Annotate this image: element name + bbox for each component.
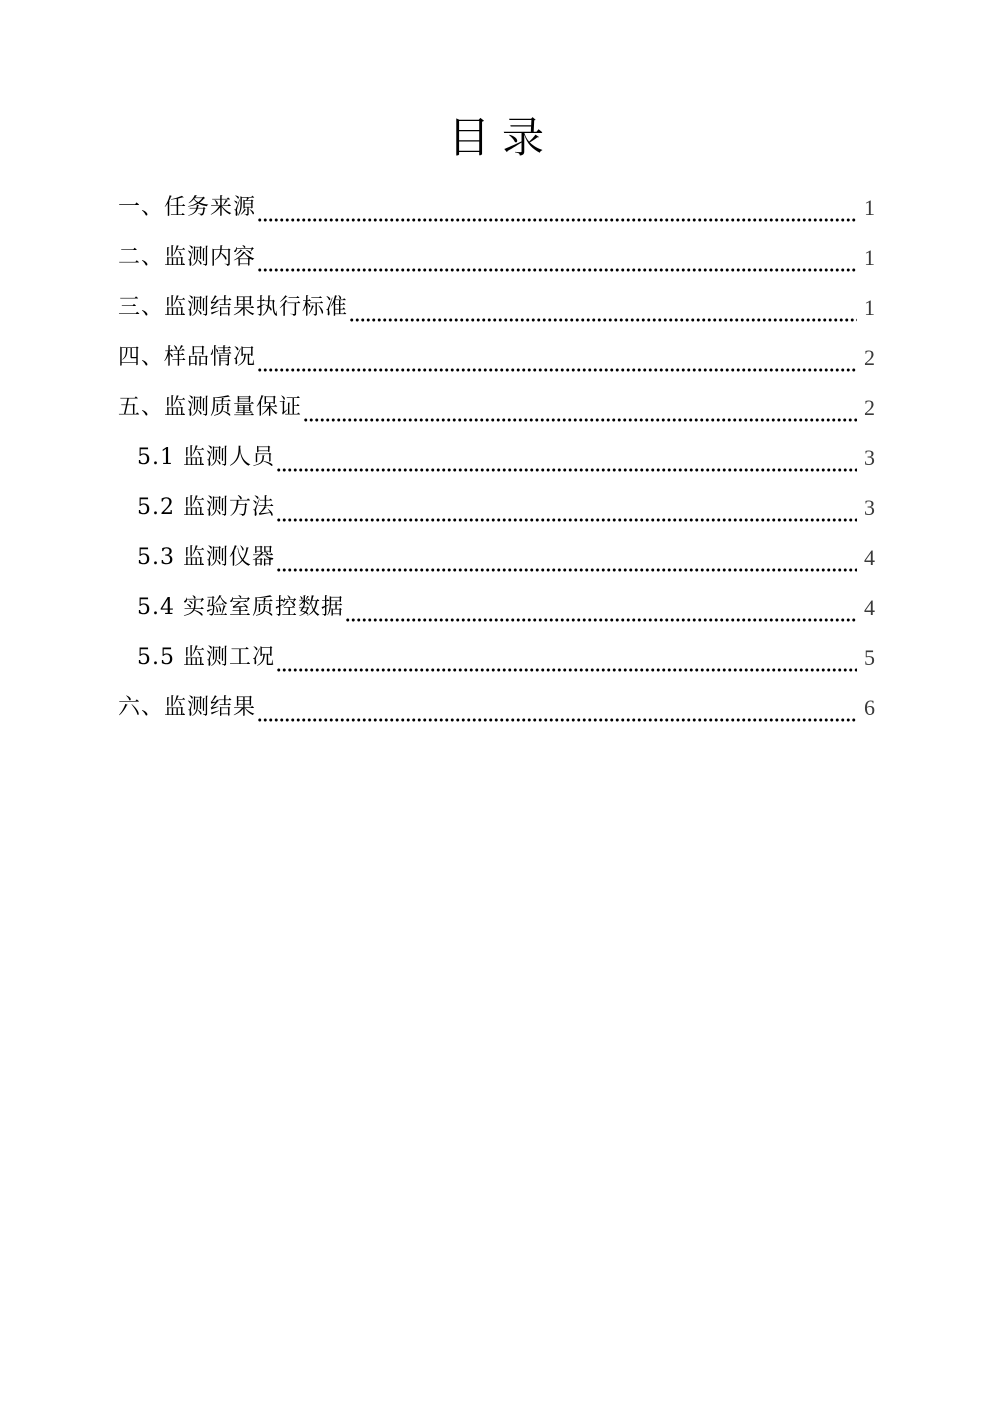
dot-leader [257, 333, 857, 383]
toc-entry[interactable] [118, 583, 875, 633]
dot-leader [276, 483, 857, 533]
toc-entry-label: 六、监测结果 [118, 695, 257, 720]
toc-entry-page: 6 [864, 695, 875, 720]
dot-leader [303, 383, 857, 433]
dot-leader [257, 233, 857, 283]
toc-entry[interactable] [118, 433, 875, 483]
toc-entry-label: 一、任务来源 [118, 195, 257, 220]
toc-entry[interactable] [118, 533, 875, 583]
dot-leader [349, 283, 857, 333]
toc-entry[interactable] [118, 383, 875, 433]
toc-entry-page: 1 [864, 195, 875, 220]
toc-entry-label: 5.5 监测工况 [137, 645, 275, 670]
dot-leader [257, 183, 857, 233]
toc-entry-page: 4 [864, 595, 875, 620]
toc-entry-page: 2 [864, 345, 875, 370]
toc-entry-page: 4 [864, 545, 875, 570]
toc-entry-label: 四、样品情况 [118, 345, 257, 370]
toc-entry-label: 5.3 监测仪器 [137, 545, 275, 570]
toc-entry-label: 二、监测内容 [118, 245, 257, 270]
toc-entry-page: 1 [864, 295, 875, 320]
dot-leader [345, 583, 857, 633]
dot-leader [276, 533, 857, 583]
toc-entry[interactable] [118, 483, 875, 533]
toc-entry-label: 5.4 实验室质控数据 [137, 595, 344, 620]
toc-entry[interactable] [118, 683, 875, 733]
toc-entry[interactable] [118, 283, 875, 333]
toc-entry-page: 3 [864, 495, 875, 520]
toc-entry-label: 5.2 监测方法 [137, 495, 275, 520]
page-title: 目录 [447, 113, 556, 162]
toc-entry-page: 2 [864, 395, 875, 420]
toc-entry[interactable] [118, 633, 875, 683]
dot-leader [276, 433, 857, 483]
toc-entry-label: 三、监测结果执行标准 [118, 295, 349, 320]
dot-leader [257, 683, 857, 733]
toc-entry-page: 5 [864, 645, 875, 670]
dot-leader [276, 633, 857, 683]
toc-entry-label: 5.1 监测人员 [137, 445, 275, 470]
table-of-contents [118, 183, 875, 733]
toc-entry-page: 3 [864, 445, 875, 470]
toc-entry-label: 五、监测质量保证 [118, 395, 303, 420]
toc-entry[interactable] [118, 333, 875, 383]
toc-entry[interactable] [118, 183, 875, 233]
toc-entry-page: 1 [864, 245, 875, 270]
toc-entry[interactable] [118, 233, 875, 283]
